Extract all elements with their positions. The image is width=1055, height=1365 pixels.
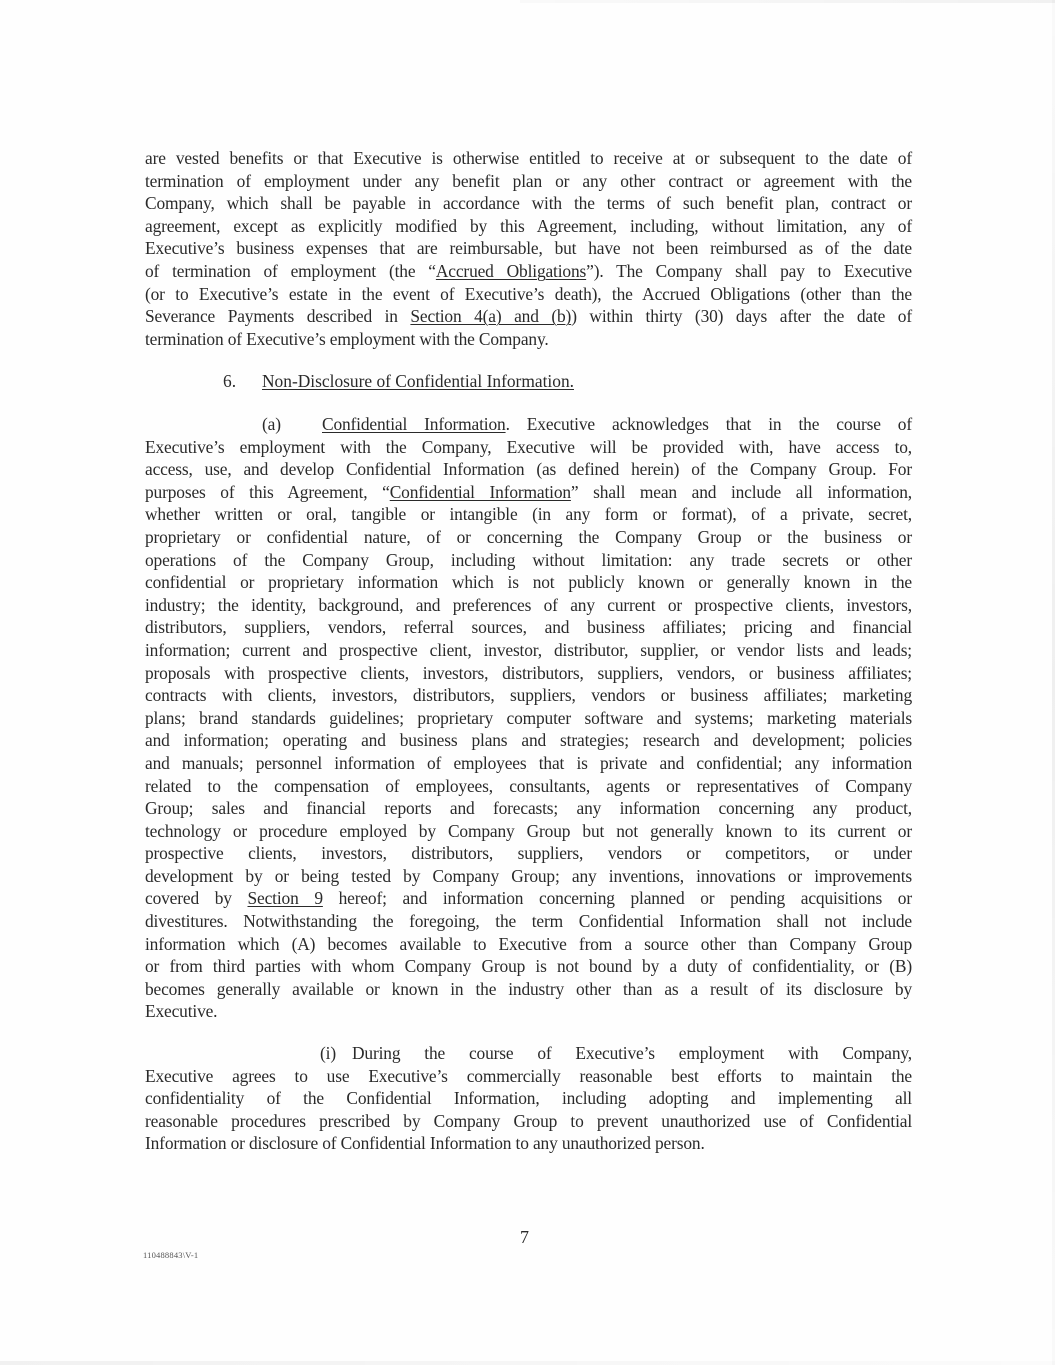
- text-line: [145, 481, 912, 504]
- subsection-marker: (a): [262, 414, 281, 434]
- text-line: and manuals; personnel information of employees that is private and confidential; any information: [145, 752, 912, 773]
- text-line: prospective clients, investors, distributors, suppliers, vendors or competitors, or under: [145, 843, 912, 864]
- text-segment: purposes of this Agreement, “: [145, 481, 390, 502]
- text-line: operations of the Company Group, including without limitation: any trade secrets or other: [145, 549, 912, 570]
- text-line: information which (A) becomes available to Executive from a source other than Company Group: [145, 933, 912, 954]
- text-line: contracts with clients, investors, distributors, suppliers, vendors or business affiliates; marketing: [145, 685, 912, 706]
- text-line: confidential or proprietary information which is not publicly known or generally known in the: [145, 572, 912, 593]
- text-segment: hereof; and information concerning planned or pending acquisitions or: [322, 888, 912, 909]
- text-segment: ”). The Company shall pay to Executive: [586, 260, 912, 281]
- section-title: Non-Disclosure of Confidential Information.: [262, 371, 574, 391]
- text-line: development by or being tested by Company Group; any inventions, innovations or improvements: [145, 865, 912, 886]
- section-number: 6.: [223, 371, 237, 391]
- scan-edge-top: [520, 0, 1055, 3]
- text-line: related to the compensation of employees, consultants, agents or representatives of Company: [145, 775, 912, 796]
- text-line: proposals with prospective clients, investors, distributors, suppliers, vendors, or business affiliates;: [145, 662, 912, 683]
- scan-edge-bottom: [0, 1361, 1055, 1365]
- section-reference-4ab: Section 4(a) and (b): [410, 306, 572, 327]
- text-line: [145, 305, 912, 328]
- text-line: divestitures. Notwithstanding the foregoing, the term Confidential Information shall not include: [145, 911, 912, 932]
- subsection-i-maintain-confidentiality: [145, 1042, 912, 1155]
- text-line: Executive.: [145, 1001, 218, 1022]
- text-segment: ) within thirty (30) days after the date of: [571, 306, 912, 327]
- text-line: Executive’s business expenses that are reimbursable, but have not been reimbursed as of the date: [145, 238, 912, 259]
- text-line: termination of Executive’s employment with the Company.: [145, 328, 549, 349]
- paragraph-accrued-obligations: [145, 147, 912, 350]
- subsection-marker: (i): [320, 1043, 336, 1063]
- text-segment: Severance Payments described in: [145, 306, 411, 327]
- text-line: [145, 887, 912, 910]
- text-segment: of termination of employment (the “: [145, 260, 436, 281]
- text-line: Information or disclosure of Confidential Information to any unauthorized person.: [145, 1133, 705, 1154]
- defined-term-confidential-information: Confidential Information: [389, 481, 571, 502]
- text-line: termination of employment under any benefit plan or any other contract or agreement with the: [145, 170, 912, 191]
- text-line: technology or procedure employed by Company Group but not generally known to its current or: [145, 820, 912, 841]
- text-line: Executive’s employment with the Company, Executive will be provided with, have access to,: [145, 436, 912, 457]
- text-line: proprietary or confidential nature, of or concerning the Company Group or the business or: [145, 526, 912, 547]
- text-segment: ” shall mean and include all information,: [570, 481, 912, 502]
- subsection-heading: Confidential Information: [322, 414, 506, 434]
- text-line: [145, 260, 912, 283]
- document-id-code: 110488843\V-1: [143, 1250, 199, 1260]
- text-line: access, use, and develop Confidential Information (as defined herein) of the Company Group. For: [145, 459, 912, 480]
- text-line: industry; the identity, background, and preferences of any current or prospective clients, investors,: [145, 594, 912, 615]
- text-segment: During the course of Executive’s employment with Company,: [352, 1043, 912, 1063]
- text-line: Group; sales and financial reports and forecasts; any information concerning any product,: [145, 798, 912, 819]
- text-line: whether written or oral, tangible or intangible (in any form or format), of a private, secret,: [145, 504, 912, 525]
- text-line: reasonable procedures prescribed by Company Group to prevent unauthorized use of Confidential: [145, 1110, 912, 1131]
- text-line: or from third parties with whom Company Group is not bound by a duty of confidentiality, or (B): [145, 956, 912, 977]
- text-line: [145, 413, 912, 436]
- text-line: and information; operating and business plans and strategies; research and development; policies: [145, 730, 912, 751]
- text-segment: . Executive acknowledges that in the course of: [505, 414, 912, 434]
- text-line: are vested benefits or that Executive is otherwise entitled to receive at or subsequent to the date of: [145, 148, 912, 168]
- text-line: information; current and prospective client, investor, distributor, supplier, or vendor lists and leads;: [145, 639, 912, 660]
- text-segment: covered by: [145, 888, 248, 909]
- section-reference-9: Section 9: [247, 888, 323, 909]
- text-line: distributors, suppliers, vendors, referral sources, and business affiliates; pricing and financial: [145, 617, 912, 638]
- page-number: 7: [520, 1227, 529, 1247]
- subsection-a-confidential-information: [145, 413, 912, 1023]
- text-line: Executive agrees to use Executive’s commercially reasonable best efforts to maintain the: [145, 1065, 912, 1086]
- text-line: becomes generally available or known in the industry other than as a result of its disclosure by: [145, 978, 912, 999]
- text-line: (or to Executive’s estate in the event of Executive’s death), the Accrued Obligations (other than the: [145, 283, 912, 304]
- text-line: confidentiality of the Confidential Information, including adopting and implementing all: [145, 1088, 912, 1109]
- text-line: plans; brand standards guidelines; proprietary computer software and systems; marketing materials: [145, 707, 912, 728]
- text-line: agreement, except as explicitly modified by this Agreement, including, without limitation, any of: [145, 215, 912, 236]
- text-line: [145, 1042, 912, 1065]
- text-segment: [322, 413, 912, 436]
- text-line: Company, which shall be payable in accordance with the terms of such benefit plan, contract or: [145, 193, 912, 214]
- defined-term-accrued-obligations: Accrued Obligations: [435, 260, 587, 281]
